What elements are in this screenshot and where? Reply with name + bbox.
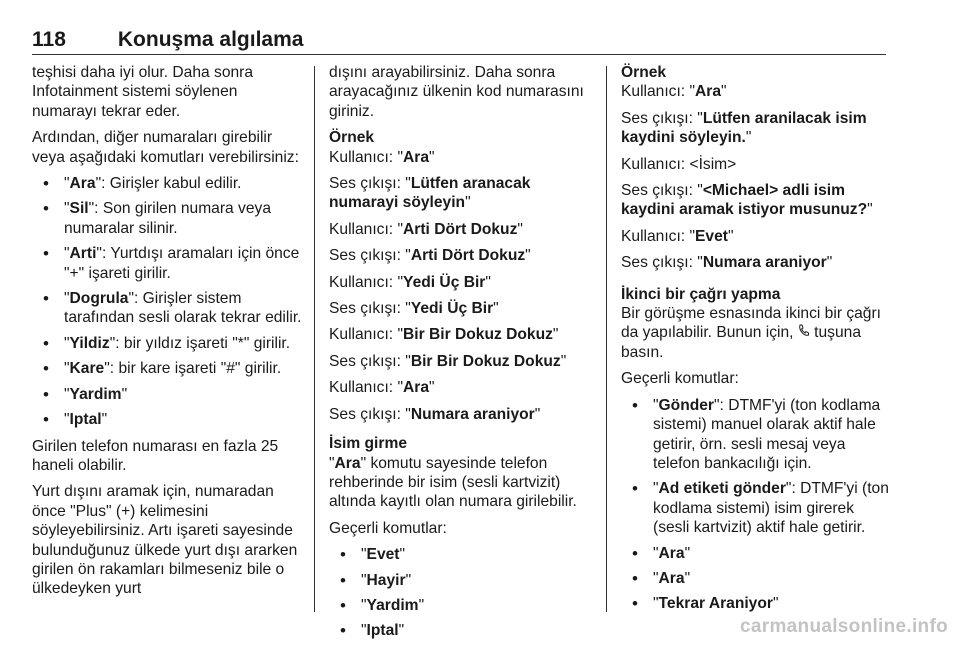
- dialog-line: Kullanıcı: "Ara": [621, 83, 727, 101]
- example-title: Örnek: [621, 64, 667, 81]
- paragraph: Bir görüşme esnasında ikinci bir çağrı da yapılabilir. Bunun için, tuşuna basın.: [621, 305, 882, 361]
- paragraph: Geçerli komutlar:: [329, 519, 447, 537]
- command-list: [329, 545, 599, 641]
- list-item: • "Ara": Girişler kabul edilir.: [32, 174, 302, 193]
- command-name: Ara: [69, 175, 96, 193]
- list-item: • "Evet": [329, 545, 599, 564]
- dialog-line: Ses çıkışı: "Bir Bir Dokuz Dokuz": [329, 352, 567, 370]
- command-name: Dogrula: [69, 290, 129, 308]
- list-item: • "Tekrar Araniyor": [621, 594, 891, 613]
- paragraph: Geçerli komutlar:: [621, 370, 739, 388]
- command-desc: : Girişler kabul edilir.: [101, 175, 242, 193]
- dialog-line: Kullanıcı: "Yedi Üç Bir": [329, 273, 491, 291]
- list-item: • "Iptal": [329, 621, 599, 640]
- watermark: carmanualsonline.info: [740, 616, 948, 637]
- dialog-line: Kullanıcı: "Bir Bir Dokuz Dokuz": [329, 326, 559, 344]
- dialog-line: Ses çıkışı: "Lütfen aranacak numarayi söyleyin": [329, 175, 531, 212]
- command-desc: : Son girilen numara veya numaralar silinir.: [64, 200, 271, 237]
- command-desc: : bir kare işareti "#" girilir.: [109, 360, 282, 378]
- paragraph: dışını arayabilirsiniz. Daha sonra arayacağınız ülkenin kod numarasını giriniz.: [329, 64, 584, 120]
- list-item: • "Ad etiketi gönder": DTMF'yi (ton kodlama sistemi) isim girerek (sesli kartvizit) aktif hale getirir.: [621, 479, 891, 537]
- phone-talk-icon: [798, 323, 810, 342]
- column-divider-1: [314, 66, 315, 612]
- example-title: Örnek: [329, 129, 375, 147]
- command-name: Kare: [69, 360, 105, 378]
- column-3: [621, 63, 891, 621]
- command-list: [32, 174, 302, 429]
- list-item: • "Iptal": [32, 410, 302, 429]
- section-heading: İsim girme: [329, 435, 407, 453]
- page-header: [32, 22, 886, 52]
- column-1: [32, 63, 302, 606]
- header-divider: [32, 54, 886, 55]
- dialog-line: Ses çıkışı: "Yedi Üç Bir": [329, 300, 499, 318]
- list-item: • "Ara": [621, 544, 891, 563]
- command-desc: : Girişler sistem tarafından sesli olarak tekrar edilir.: [64, 290, 302, 327]
- paragraph: Ardından, diğer numaraları girebilir veya aşağıdaki komutları verebilirsiniz:: [32, 129, 299, 166]
- list-item: • "Gönder": DTMF'yi (ton kodlama sistemi) manuel olarak aktif hale getirir, örn. sesli mesaj veya telefon bankacılığı için.: [621, 396, 891, 474]
- command-name: Sil: [69, 200, 89, 218]
- list-item: • "Yildiz": bir yıldız işareti "*" girilir.: [32, 334, 302, 353]
- dialog-line: Kullanıcı: <İsim>: [621, 155, 737, 173]
- command-name: Arti: [69, 245, 97, 263]
- command-name: Yardim: [69, 385, 122, 403]
- dialog-line: Ses çıkışı: "Numara araniyor": [621, 254, 833, 272]
- paragraph: Yurt dışını aramak için, numaradan önce "Plus" (+) kelimesini söyleyebilirsiniz. Artı işareti sayesinde bulunduğunuz ülkede yurt dışı ararken girilen ön rakamları bilmeseniz bile o ülkedeyken yurt: [32, 483, 298, 598]
- list-item: • "Yardim": [329, 596, 599, 615]
- list-item: • "Ara": [621, 569, 891, 588]
- dialog-line: Kullanıcı: "Arti Dört Dokuz": [329, 220, 523, 238]
- dialog-line: Kullanıcı: "Evet": [621, 227, 734, 245]
- page-title: Konuşma algılama: [117, 28, 304, 51]
- section-heading: İkinci bir çağrı yapma: [621, 285, 781, 303]
- page-number: 118: [32, 28, 66, 51]
- command-name: Yildiz: [69, 334, 110, 352]
- paragraph: "Ara" komutu sayesinde telefon rehberinde bir isim (sesli kartvizit) altında kayıtlı olan numara girilebilir.: [329, 454, 577, 511]
- command-desc: : bir yıldız işareti "*" girilir.: [115, 334, 291, 352]
- list-item: • "Yardim": [32, 385, 302, 404]
- command-name: Iptal: [69, 411, 102, 429]
- dialog-line: Ses çıkışı: "Numara araniyor": [329, 405, 541, 423]
- list-item: • "Hayir": [329, 571, 599, 590]
- list-item: • "Dogrula": Girişler sistem tarafından sesli olarak tekrar edilir.: [32, 289, 302, 328]
- list-item: • "Arti": Yurtdışı aramaları için önce "+" işareti girilir.: [32, 244, 302, 283]
- list-item: • "Kare": bir kare işareti "#" girilir.: [32, 359, 302, 378]
- dialog-line: Kullanıcı: "Ara": [329, 379, 435, 397]
- command-desc: : Yurtdışı aramaları için önce "+" işareti girilir.: [64, 245, 300, 282]
- paragraph: teşhisi daha iyi olur. Daha sonra Infotainment sistemi söylenen numarayı tekrar eder.: [32, 64, 254, 120]
- list-item: • "Sil": Son girilen numara veya numaralar silinir.: [32, 199, 302, 238]
- column-divider-2: [606, 66, 607, 612]
- dialog-line: Ses çıkışı: "<Michael> adli isim kaydini aramak istiyor musunuz?": [621, 182, 873, 219]
- column-2: [329, 63, 599, 648]
- dialog-line: Ses çıkışı: "Lütfen aranilacak isim kaydini söyleyin.": [621, 109, 867, 147]
- dialog-line: Kullanıcı: "Ara": [329, 148, 435, 166]
- paragraph: Girilen telefon numarası en fazla 25 haneli olabilir.: [32, 437, 279, 474]
- command-list: [621, 396, 891, 614]
- dialog-line: Ses çıkışı: "Arti Dört Dokuz": [329, 247, 531, 265]
